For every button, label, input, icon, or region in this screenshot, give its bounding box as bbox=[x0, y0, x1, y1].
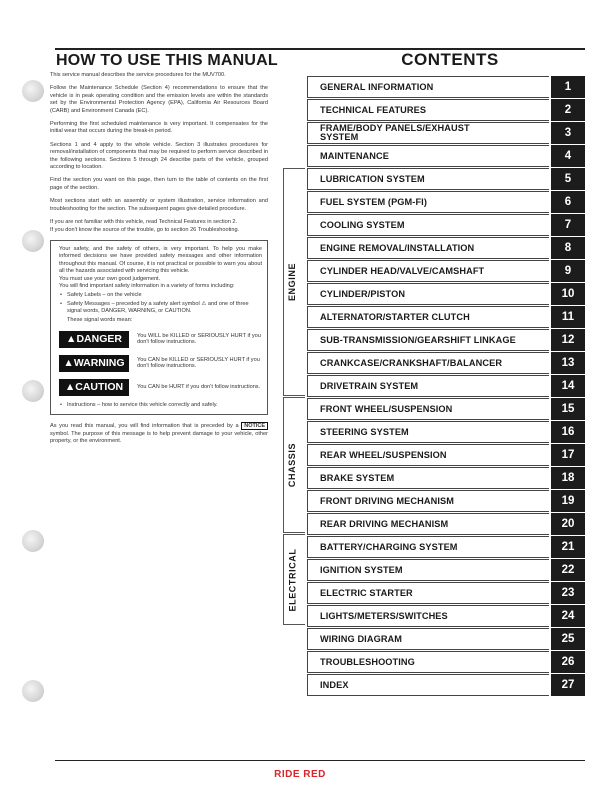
warning-badge: ▲WARNING bbox=[59, 355, 129, 372]
toc-label: DRIVETRAIN SYSTEM bbox=[307, 375, 549, 397]
warning-text: You CAN be KILLED or SERIOUSLY HURT if you don't follow instructions. bbox=[137, 356, 260, 370]
engine-label: ENGINE bbox=[287, 262, 298, 302]
toc-row-3[interactable] bbox=[307, 122, 585, 144]
toc-label: FRONT WHEEL/SUSPENSION bbox=[307, 398, 549, 420]
toc-label: SUB-TRANSMISSION/GEARSHIFT LINKAGE bbox=[307, 329, 549, 351]
paragraph: Follow the Maintenance Schedule (Section 4) recommendations to ensure that the vehicle is in peak operating condition and the emission levels are within the standards set by the Environmental Protection Agency (EPA), California Air Resources Board (CARB) and Environment Canada (EC). bbox=[50, 85, 268, 114]
toc-row-15[interactable] bbox=[307, 398, 585, 420]
safety-intro: Your safety, and the safety of others, is very important. To help you make informed decisions we have provided safety messages and other information throughout this manual. Of course, it is not practical or possible to warn you about all the hazards associated with servicing this vehicle. You must use your own good judgement. You will find important safety information in a variety of forms including: bbox=[59, 245, 262, 289]
toc-row-8[interactable] bbox=[307, 237, 585, 259]
binder-hole bbox=[22, 530, 44, 552]
notice-paragraph bbox=[50, 423, 268, 445]
danger-text: You WILL be KILLED or SERIOUSLY HURT if you don't follow instructions. bbox=[137, 332, 261, 346]
caution-row bbox=[59, 379, 262, 396]
toc-row-18[interactable] bbox=[307, 467, 585, 489]
toc-label: ALTERNATOR/STARTER CLUTCH bbox=[307, 306, 549, 328]
toc-number: 15 bbox=[551, 398, 585, 420]
toc-number: 10 bbox=[551, 283, 585, 305]
how-to-use-body bbox=[50, 72, 268, 452]
toc-label: COOLING SYSTEM bbox=[307, 214, 549, 236]
toc-number: 9 bbox=[551, 260, 585, 282]
toc-number: 17 bbox=[551, 444, 585, 466]
toc-label: REAR WHEEL/SUSPENSION bbox=[307, 444, 549, 466]
toc-row-17[interactable] bbox=[307, 444, 585, 466]
paragraph: This service manual describes the service procedures for the MUV700. bbox=[50, 72, 226, 78]
toc-row-23[interactable] bbox=[307, 582, 585, 604]
toc-number: 25 bbox=[551, 628, 585, 650]
toc-row-19[interactable] bbox=[307, 490, 585, 512]
toc-row-27[interactable] bbox=[307, 674, 585, 696]
how-to-use-title: HOW TO USE THIS MANUAL bbox=[56, 52, 278, 69]
toc-number: 8 bbox=[551, 237, 585, 259]
toc-row-20[interactable] bbox=[307, 513, 585, 535]
safety-list-2 bbox=[59, 402, 262, 409]
toc-row-22[interactable] bbox=[307, 559, 585, 581]
toc-row-26[interactable] bbox=[307, 651, 585, 673]
toc-number: 14 bbox=[551, 375, 585, 397]
toc-number: 12 bbox=[551, 329, 585, 351]
toc-label: STEERING SYSTEM bbox=[307, 421, 549, 443]
toc-label: LIGHTS/METERS/SWITCHES bbox=[307, 605, 549, 627]
toc-row-1[interactable] bbox=[307, 76, 585, 98]
binder-hole bbox=[22, 380, 44, 402]
toc-number: 26 bbox=[551, 651, 585, 673]
toc-row-2[interactable] bbox=[307, 99, 585, 121]
engine-group-label bbox=[282, 168, 302, 396]
toc-row-21[interactable] bbox=[307, 536, 585, 558]
toc-label: CRANKCASE/CRANKSHAFT/BALANCER bbox=[307, 352, 549, 374]
binder-hole bbox=[22, 80, 44, 102]
toc-row-7[interactable] bbox=[307, 214, 585, 236]
toc-label: TECHNICAL FEATURES bbox=[307, 99, 549, 121]
toc-number: 2 bbox=[551, 99, 585, 121]
toc-label: WIRING DIAGRAM bbox=[307, 628, 549, 650]
footer-rule bbox=[55, 760, 585, 761]
caution-badge: ▲CAUTION bbox=[59, 379, 129, 396]
toc-label: ELECTRIC STARTER bbox=[307, 582, 549, 604]
toc-number: 19 bbox=[551, 490, 585, 512]
toc-label: REAR DRIVING MECHANISM bbox=[307, 513, 549, 535]
toc-label: INDEX bbox=[307, 674, 549, 696]
toc-number: 22 bbox=[551, 559, 585, 581]
paragraph: Sections 1 and 4 apply to the whole vehicle. Section 3 illustrates procedures for removal/installation of components that may be required to perform service described in the following sections. Sections 5 through 24 describe parts of the vehicle, grouped according to location. bbox=[50, 141, 268, 171]
chassis-label: CHASSIS bbox=[287, 442, 297, 488]
toc-label: FRONT DRIVING MECHANISM bbox=[307, 490, 549, 512]
paragraph: Performing the first scheduled maintenance is very important. It compensates for the initial wear that occurs during the break-in period. bbox=[50, 121, 268, 135]
toc-number: 11 bbox=[551, 306, 585, 328]
toc-number: 1 bbox=[551, 76, 585, 98]
toc-row-6[interactable] bbox=[307, 191, 585, 213]
toc-row-9[interactable] bbox=[307, 260, 585, 282]
notice-post: symbol. The purpose of this message is to help prevent damage to your vehicle, other property, or the environment. bbox=[50, 430, 268, 445]
chassis-group-label bbox=[282, 397, 302, 533]
toc-label: GENERAL INFORMATION bbox=[307, 76, 549, 98]
contents-title: CONTENTS bbox=[401, 50, 499, 69]
toc-row-5[interactable] bbox=[307, 168, 585, 190]
paragraph: Most sections start with an assembly or system illustration, service information and troubleshooting for the section. The subsequent pages give detailed procedure. bbox=[50, 198, 268, 212]
toc-label: BATTERY/CHARGING SYSTEM bbox=[307, 536, 549, 558]
toc-label: MAINTENANCE bbox=[307, 145, 549, 167]
paragraph: Find the section you want on this page, then turn to the table of contents on the first page of the section. bbox=[50, 177, 268, 191]
caution-text: You CAN be HURT if you don't follow instructions. bbox=[137, 384, 261, 391]
safety-list bbox=[59, 292, 262, 315]
toc-label: BRAKE SYSTEM bbox=[307, 467, 549, 489]
toc-label: ENGINE REMOVAL/INSTALLATION bbox=[307, 237, 549, 259]
electrical-group-label bbox=[282, 534, 302, 625]
toc-row-10[interactable] bbox=[307, 283, 585, 305]
toc-row-24[interactable] bbox=[307, 605, 585, 627]
toc-label: CYLINDER/PISTON bbox=[307, 283, 549, 305]
danger-row bbox=[59, 331, 262, 348]
binder-hole bbox=[22, 680, 44, 702]
toc-number: 3 bbox=[551, 122, 585, 144]
toc-label: CYLINDER HEAD/VALVE/CAMSHAFT bbox=[307, 260, 549, 282]
toc-number: 4 bbox=[551, 145, 585, 167]
toc-number: 21 bbox=[551, 536, 585, 558]
toc-row-14[interactable] bbox=[307, 375, 585, 397]
toc-row-12[interactable] bbox=[307, 329, 585, 351]
toc-number: 20 bbox=[551, 513, 585, 535]
toc-number: 18 bbox=[551, 467, 585, 489]
toc-label: TROUBLESHOOTING bbox=[307, 651, 549, 673]
footer-brand: RIDE RED bbox=[274, 769, 326, 780]
toc-row-4[interactable] bbox=[307, 145, 585, 167]
warning-row bbox=[59, 355, 262, 372]
toc-label: FUEL SYSTEM (PGM-FI) bbox=[307, 191, 549, 213]
bullet-instructions: • Instructions – how to service this vehicle correctly and safely. bbox=[59, 402, 262, 409]
bullet-safety-labels: • Safety Labels – on the vehicle bbox=[59, 292, 262, 299]
toc-row-11[interactable] bbox=[307, 306, 585, 328]
signal-intro: These signal words mean: bbox=[67, 316, 133, 323]
notice-symbol: NOTICE bbox=[241, 422, 268, 430]
toc-number: 27 bbox=[551, 674, 585, 696]
toc-number: 6 bbox=[551, 191, 585, 213]
toc-row-16[interactable] bbox=[307, 421, 585, 443]
toc-number: 13 bbox=[551, 352, 585, 374]
toc-number: 23 bbox=[551, 582, 585, 604]
notice-pre: As you read this manual, you will find information that is preceded by a bbox=[50, 423, 239, 430]
binder-hole bbox=[22, 230, 44, 252]
toc-number: 16 bbox=[551, 421, 585, 443]
danger-badge: ▲DANGER bbox=[59, 331, 129, 348]
toc-row-25[interactable] bbox=[307, 628, 585, 650]
safety-box bbox=[50, 240, 268, 415]
toc-number: 24 bbox=[551, 605, 585, 627]
toc-number: 7 bbox=[551, 214, 585, 236]
toc-number: 5 bbox=[551, 168, 585, 190]
electrical-label: ELECTRICAL bbox=[287, 548, 297, 611]
bullet-safety-messages: • Safety Messages – preceded by a safety alert symbol ⚠ and one of three signal words, DANGER, WARNING, or CAUTION. bbox=[59, 301, 262, 316]
paragraph: If you are not familiar with this vehicle, read Technical Features in section 2. If you don't know the source of the trouble, go to section 26 Troubleshooting. bbox=[50, 219, 240, 233]
toc-row-13[interactable] bbox=[307, 352, 585, 374]
toc-label: IGNITION SYSTEM bbox=[307, 559, 549, 581]
toc-label: FRAME/BODY PANELS/EXHAUST SYSTEM bbox=[307, 122, 549, 144]
toc-label: LUBRICATION SYSTEM bbox=[307, 168, 549, 190]
